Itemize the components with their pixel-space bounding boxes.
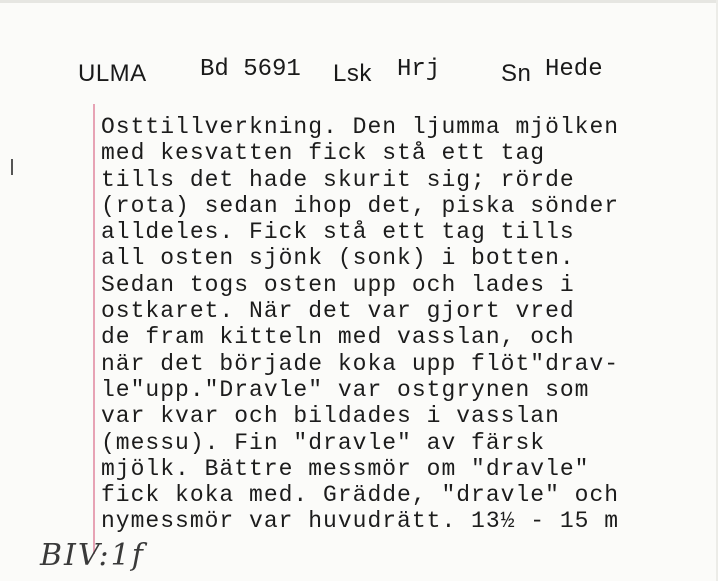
body-line: Osttillverkning. Den ljumma mjölken: [101, 114, 620, 140]
card-header: [0, 56, 718, 92]
card-body-text: [101, 114, 701, 535]
body-line: all osten sjönk (sonk) i botten.: [101, 245, 575, 272]
header-parish: Hede: [545, 56, 603, 83]
body-line: de fram kitteln med vasslan, och: [101, 324, 575, 351]
body-line: fick koka med. Grädde, "dravle" och: [101, 482, 620, 509]
margin-tick-mark: [11, 159, 13, 175]
body-line: Sedan togs osten upp och lades i: [101, 271, 575, 298]
body-line: (messu). Fin "dravle" av färsk: [101, 429, 546, 456]
body-line: tills det hade skurit sig; rörde: [101, 166, 575, 193]
body-line: när det började koka upp flöt"drav-: [101, 350, 620, 377]
body-line: mjölk. Bättre messmör om "dravle": [101, 455, 590, 482]
header-name: ULMA: [78, 60, 147, 87]
header-hrj: Hrj: [397, 56, 441, 83]
header-sn: Sn: [501, 60, 532, 87]
body-line: var kvar och bildades i vasslan: [101, 403, 560, 430]
margin-line: [93, 104, 95, 554]
header-lsk: Lsk: [333, 60, 372, 87]
body-line: le"upp."Dravle" var ostgrynen som: [101, 376, 590, 403]
body-line: ostkaret. När det var gjort vred: [101, 298, 575, 325]
handwritten-signature-code: BIV:1f: [40, 538, 145, 573]
card-top-edge: [0, 0, 718, 3]
body-line: nymessmör var huvudrätt. 13½ - 15 m: [101, 508, 620, 535]
body-line: (rota) sedan ihop det, piska sönder: [101, 192, 620, 219]
body-line: alldeles. Fick stå ett tag tills: [101, 219, 575, 246]
header-bd-number: Bd 5691: [200, 56, 301, 83]
body-line: med kesvatten fick stå ett tag: [101, 140, 546, 167]
